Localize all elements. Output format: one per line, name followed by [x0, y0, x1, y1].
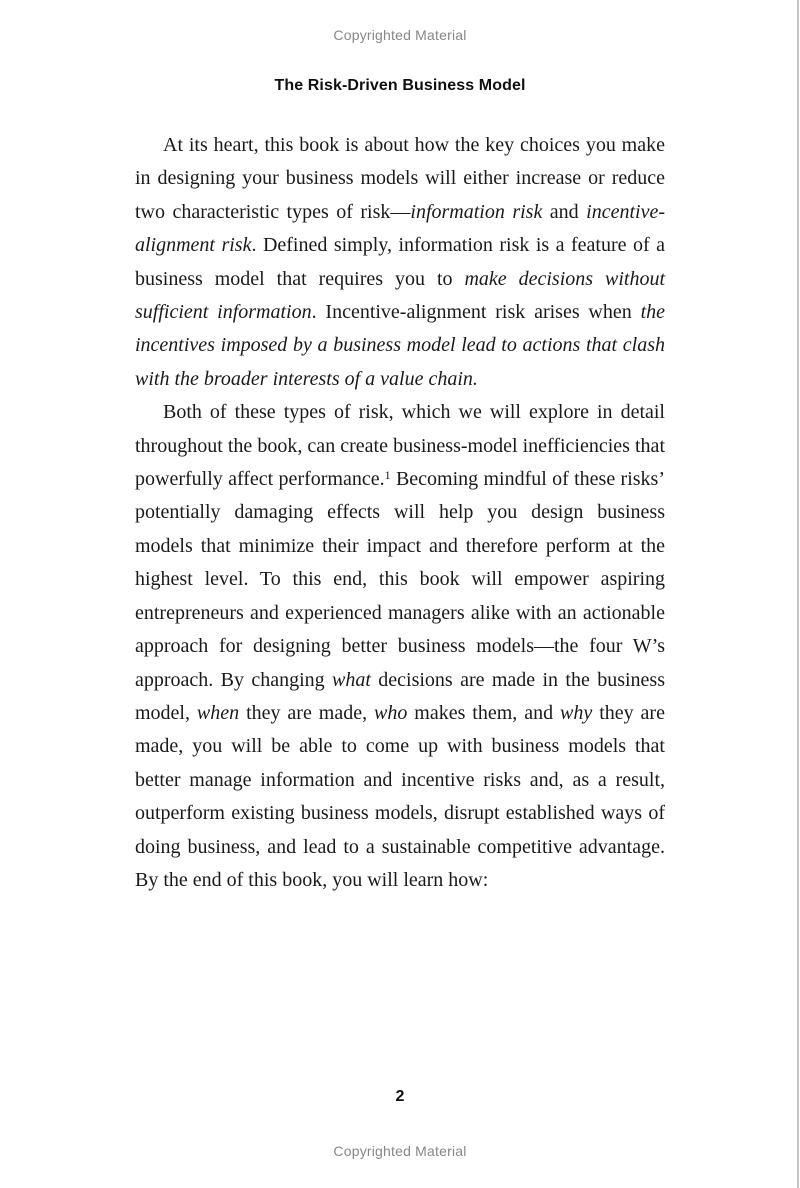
italic-text: make decisions without sufficient information [135, 267, 665, 324]
italic-text: information risk [410, 200, 543, 223]
body-text [135, 129, 665, 897]
text-run: decisions are made in the business model, [135, 668, 665, 724]
italic-text: when [196, 701, 240, 724]
text-run: Becoming mindful of these risks’ potentially damaging effects will help you design business models that minimize their impact and therefore perform at the highest level. To this end, this book will empower aspiring entrepreneurs and experienced managers alike with an actionable approach for designing better business models—the four W’s approach. By changing [135, 468, 665, 691]
text-run: . Defined simply, information risk is a feature of a business model that requires you to [135, 234, 665, 290]
page-edge [797, 0, 799, 1188]
copyright-notice-bottom: Copyrighted Material [333, 1143, 467, 1159]
text-run: Both of these types of risk, which we will explore in detail throughout the book, can create business-model inefficiencies that powerfully affect performance. [135, 401, 665, 491]
paragraph [135, 129, 665, 396]
text-run: they are made, [239, 701, 375, 724]
page-number: 2 [395, 1088, 405, 1105]
text-run: they are made, you will be able to come up with business models that better manage information and incentive risks and, as a result, outperform existing business models, disrupt established ways of doing business, and lead to a sustainable competitive advantage. By the end of this book, you will learn how: [135, 701, 665, 891]
copyright-notice-top: Copyrighted Material [333, 27, 467, 43]
italic-text: what [332, 668, 371, 691]
text-run: At its heart, this book is about how the key choices you make in designing your business models will either increase or reduce two characteristic types of risk— [135, 134, 665, 223]
text-run: and [542, 200, 587, 223]
chapter-title: The Risk-Driven Business Model [274, 77, 526, 94]
text-run: . Incentive-alignment risk arises when [311, 301, 641, 324]
footnote-reference: 1 [384, 468, 391, 483]
italic-text: why [560, 701, 593, 724]
italic-text: incentive-alignment risk [135, 200, 666, 257]
paragraph [135, 396, 665, 897]
italic-text: who [374, 701, 408, 724]
text-run: makes them, and [407, 701, 561, 724]
italic-text: the incentives imposed by a business model lead to actions that clash with the broader interests of a value chain. [135, 301, 665, 390]
